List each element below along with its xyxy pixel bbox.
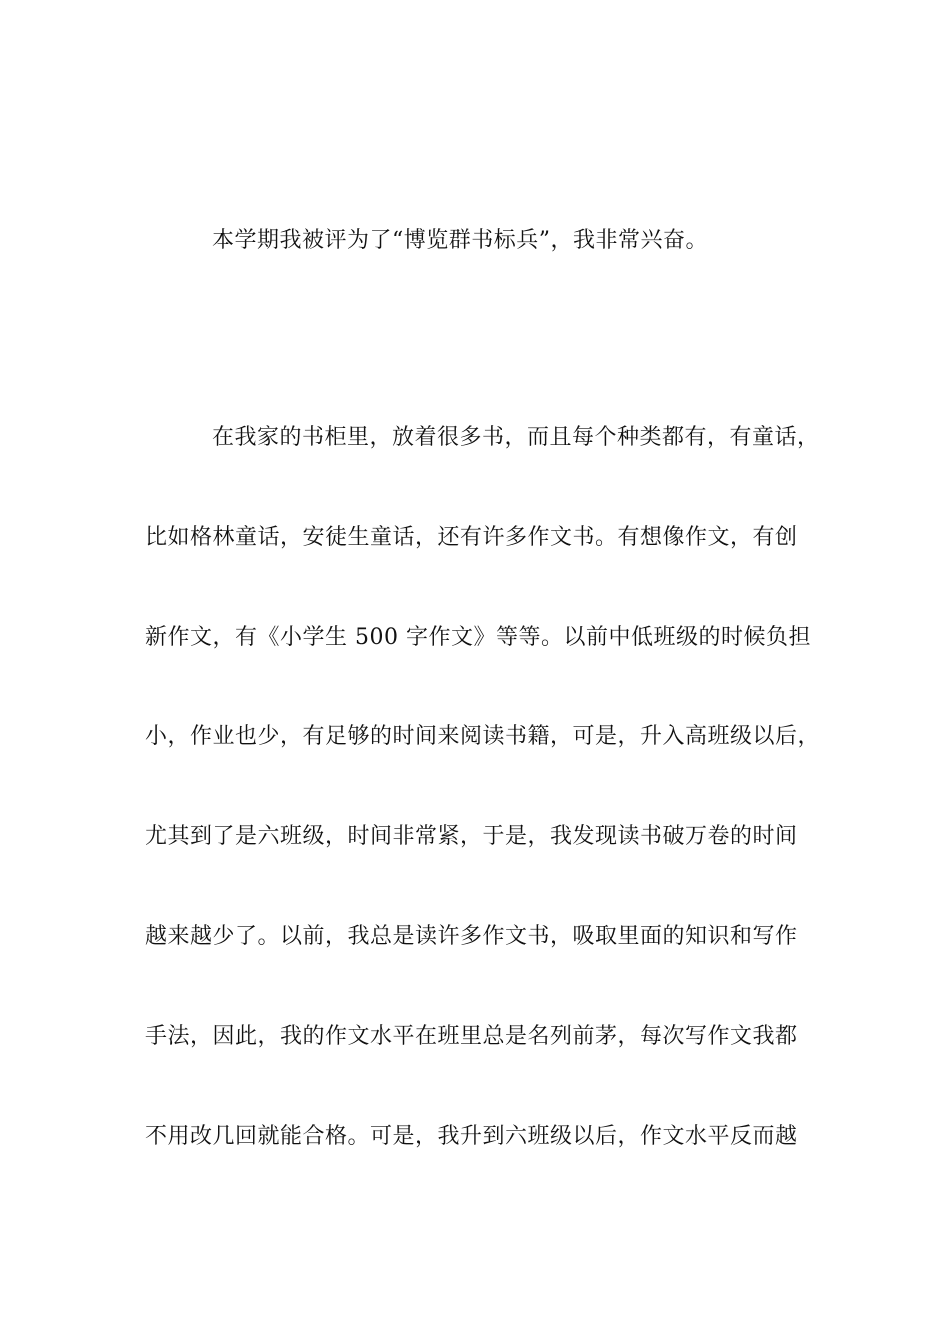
paragraph-1-line: 本学期我被评为了“博览群书标兵”，我非常兴奋。: [212, 228, 708, 253]
paragraph-2-line: 不用改几回就能合格。可是，我升到六班级以后，作文水平反而越: [145, 1124, 798, 1149]
paragraph-2-line: 新作文，有《小学生 500 字作文》等等。以前中低班级的时候负担: [145, 625, 811, 650]
paragraph-2-line: 在我家的书柜里，放着很多书，而且每个种类都有，有童话，: [212, 425, 820, 450]
paragraph-2-line: 比如格林童话，安徒生童话，还有许多作文书。有想像作文，有创: [145, 525, 798, 550]
paragraph-2-line: 小，作业也少，有足够的时间来阅读书籍，可是，升入高班级以后，: [145, 724, 821, 749]
paragraph-2-line: 越来越少了。以前，我总是读许多作文书，吸取里面的知识和写作: [145, 924, 798, 949]
paragraph-2-line: 手法，因此，我的作文水平在班里总是名列前茅，每次写作文我都: [145, 1024, 798, 1049]
paragraph-2-line: 尤其到了是六班级，时间非常紧，于是，我发现读书破万卷的时间: [145, 824, 798, 849]
